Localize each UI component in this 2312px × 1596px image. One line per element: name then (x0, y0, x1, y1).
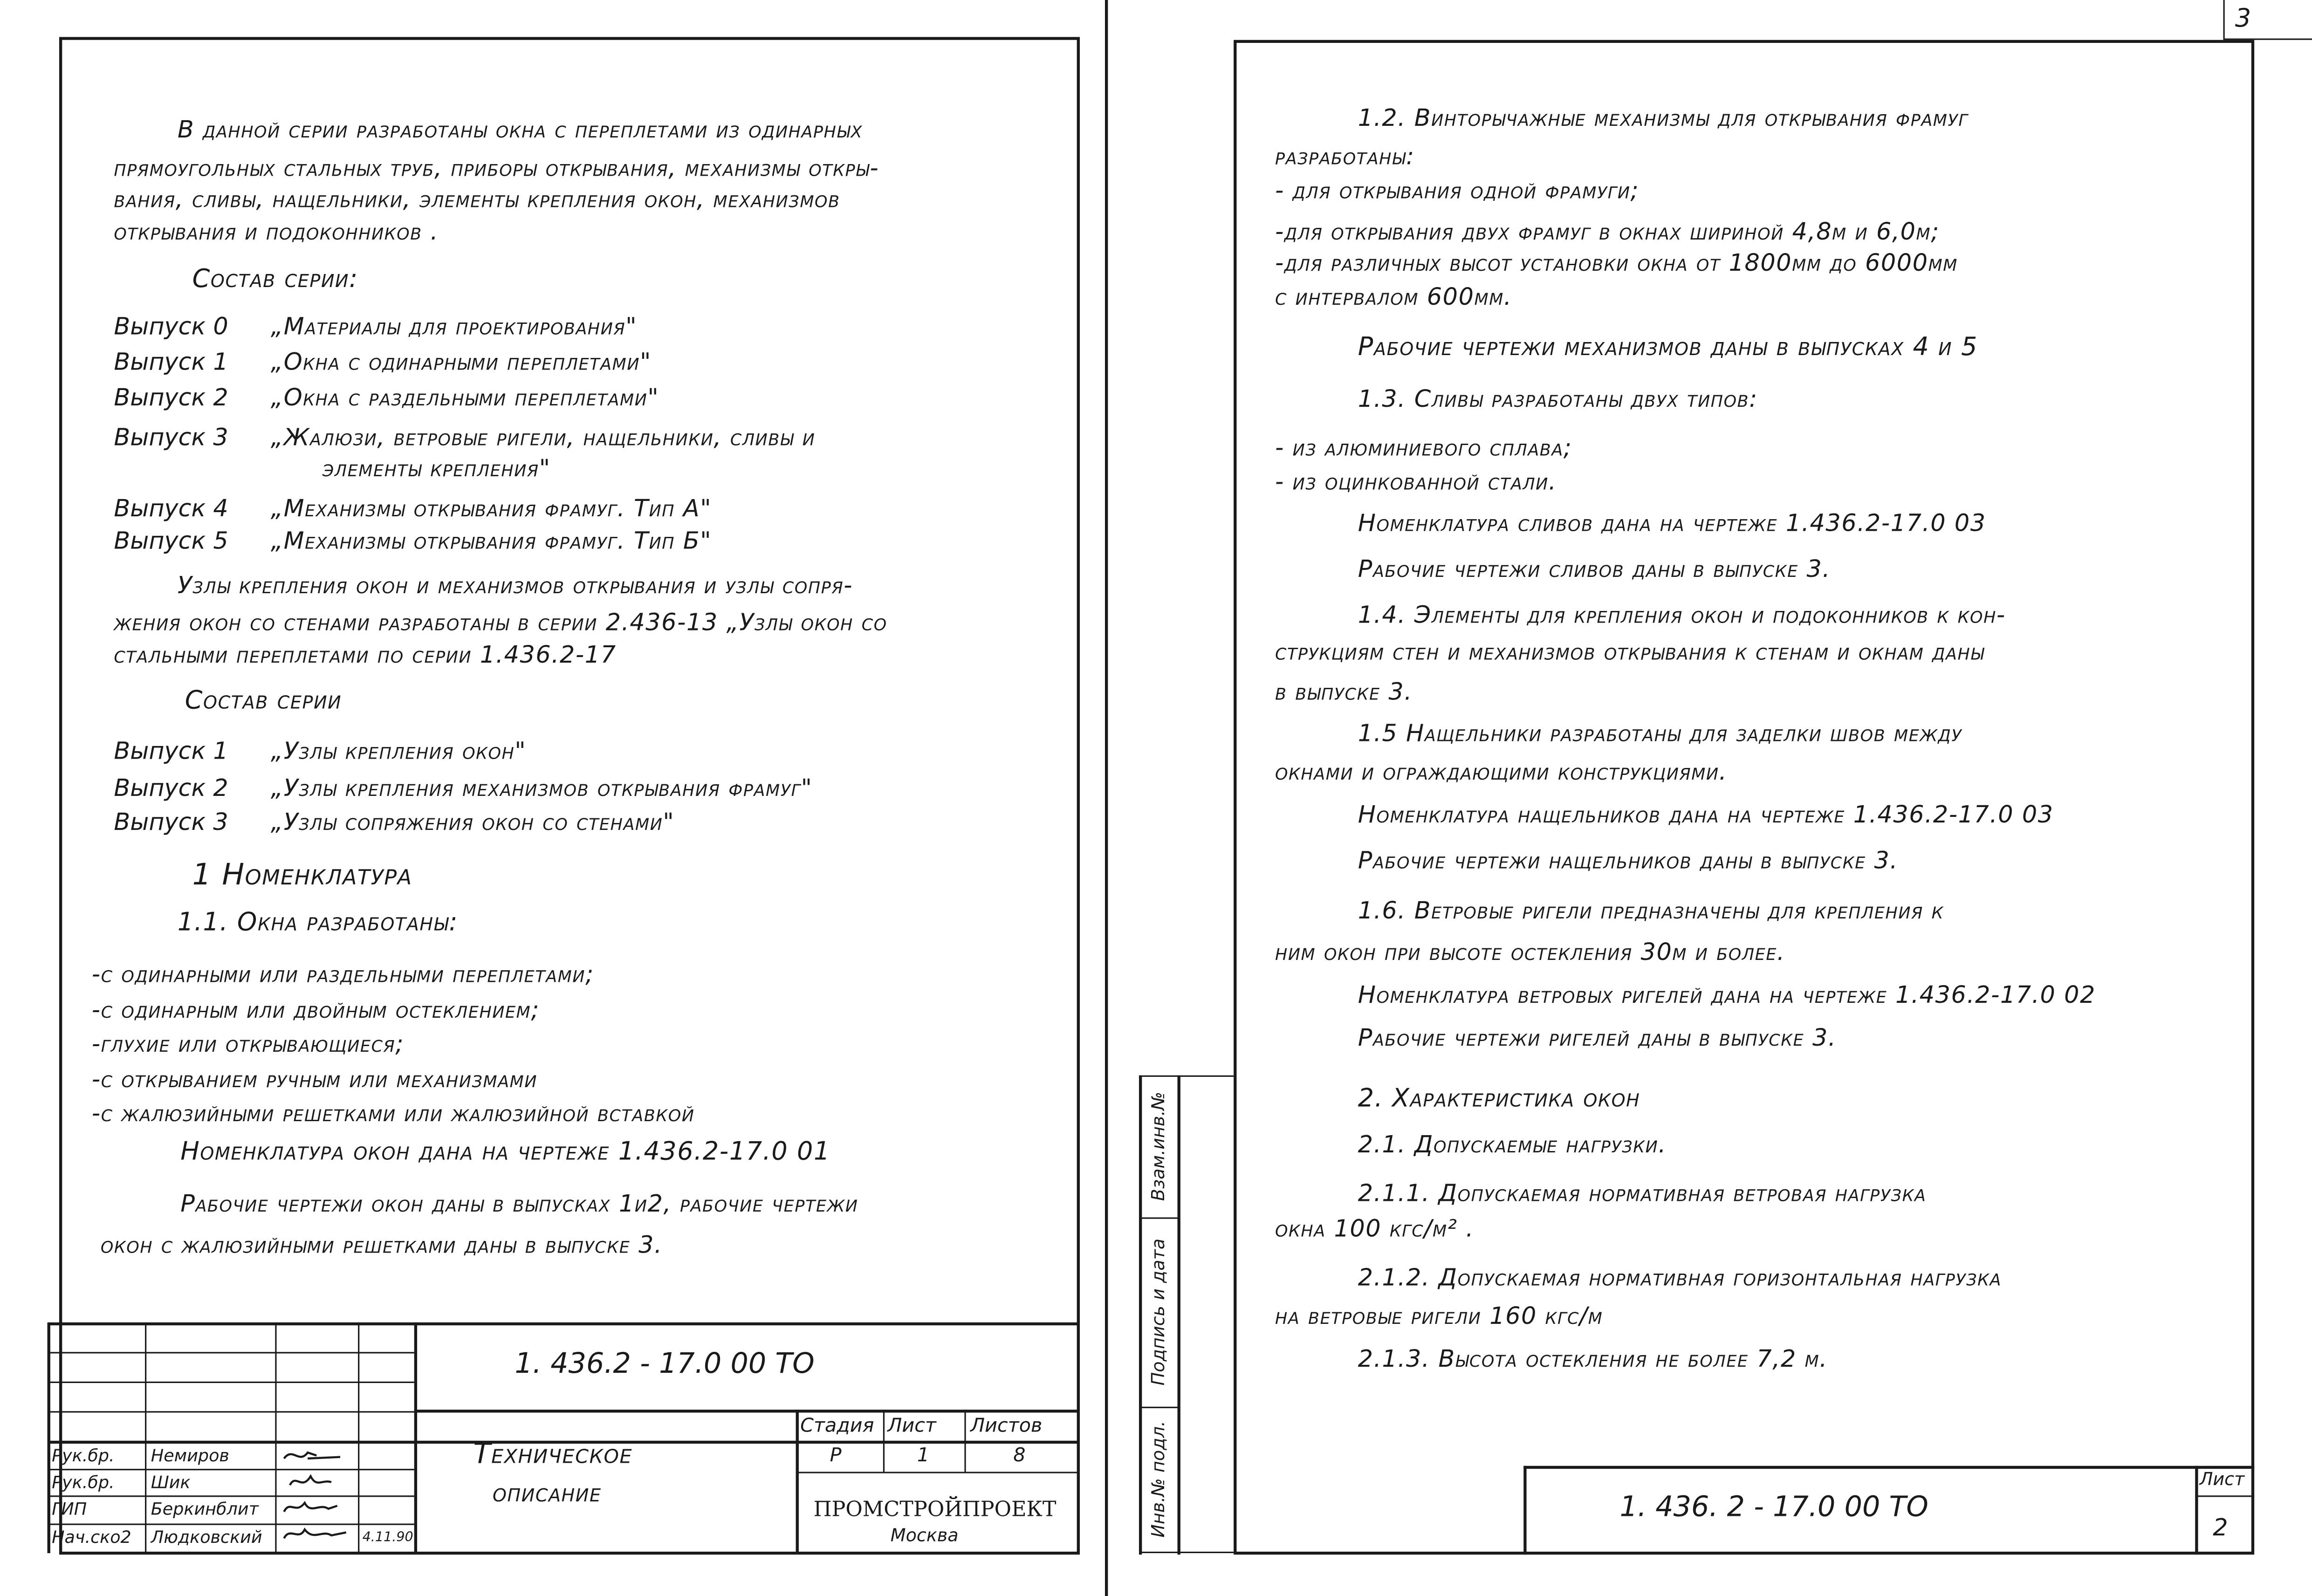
issue-label: Выпуск 5 (114, 527, 228, 555)
list-item: -глухие или открывающиеся; (91, 1029, 405, 1058)
text-line: 2.1.1. Допускаемая нормативная ветровая нагрузка (1358, 1178, 1927, 1207)
list-item: -с одинарным или двойным остеклением; (91, 995, 540, 1024)
text-line: ним окон при высоте остекления 30м и более. (1275, 938, 1785, 966)
issue-label: Выпуск 3 (114, 423, 228, 452)
stamp-vzam-inv: Взам.инв.№ (1148, 1091, 1169, 1201)
stage-value: Р (830, 1445, 842, 1467)
grid-line (49, 1382, 414, 1383)
stamp-left-rule (1523, 1466, 1526, 1555)
doc-code: 1. 436.2 - 17.0 00 ТО (515, 1347, 815, 1380)
list-item: -с одинарными или раздельными переплетами; (91, 960, 594, 988)
section-1-1-heading: 1.1. Окна разработаны: (177, 908, 459, 938)
text-line: Рабочие чертежи сливов даны в выпуске 3. (1358, 555, 1831, 583)
issue-title: „Механизмы открывания фрамуг. Тип Б" (270, 527, 712, 555)
issue-title: „Механизмы открывания фрамуг. Тип А" (270, 494, 712, 522)
issue-title: „Окна с раздельными переплетами" (270, 383, 659, 411)
signer-name: Шик (151, 1472, 191, 1493)
text-line: прямоугольных стальных труб, приборы открывания, механизмы откры- (114, 154, 879, 182)
text-line: струкциям стен и механизмов открывания к стенам и окнам даны (1275, 637, 1985, 666)
stamp-rule (1139, 1075, 1234, 1077)
list-item: - для открывания одной фрамуги; (1275, 176, 1640, 205)
text-line: вания, сливы, нащельники, элементы крепления окон, механизмов (114, 185, 840, 213)
stamp-top-rule (1523, 1466, 2254, 1469)
issue-title: „Узлы крепления механизмов открывания фрамуг" (270, 774, 813, 802)
issue-label: Выпуск 2 (114, 383, 228, 411)
text-line: разработаны: (1275, 142, 1415, 171)
signer-role: ГИП (52, 1498, 87, 1520)
text-line: в выпуске 3. (1275, 677, 1413, 706)
text-line: 1.2. Винторычажные механизмы для открывания фрамуг (1358, 103, 1969, 132)
stamp-inv-podl: Инв.№ подл. (1148, 1420, 1169, 1538)
series-heading-2: Состав серии (185, 686, 342, 716)
text-line: Номенклатура сливов дана на чертеже 1.436.2-17.0 03 (1358, 508, 1986, 537)
signer-role: Рук.бр. (52, 1472, 115, 1493)
title-block-left-edge (48, 1322, 50, 1553)
title-block-top-rule (49, 1322, 1080, 1325)
issue-label: Выпуск 2 (114, 774, 228, 802)
stamp-sheet-label: Лист (2199, 1469, 2245, 1490)
grid-line (358, 1322, 359, 1553)
text-line: Рабочие чертежи ригелей даны в выпуске 3. (1358, 1023, 1837, 1052)
signer-role: Рук.бр. (52, 1445, 115, 1466)
issue-title: „Узлы крепления окон" (270, 736, 527, 765)
signer-name: Беркинблит (151, 1498, 259, 1520)
issue-label: Выпуск 1 (114, 347, 228, 376)
stamp-rule (1139, 1407, 1178, 1408)
text-line: 1.3. Сливы разработаны двух типов: (1358, 384, 1758, 413)
sheet-value: 1 (917, 1445, 930, 1467)
issue-label: Выпуск 0 (114, 312, 228, 341)
issue-label: Выпуск 3 (114, 808, 228, 836)
stamp-outer-edge (1139, 1075, 1142, 1555)
organization-city: Москва (890, 1525, 959, 1546)
windows-nomenclature: Номенклатура окон дана на чертеже 1.436.2-17.0 01 (180, 1137, 830, 1167)
grid-line (49, 1469, 414, 1470)
list-item: -для различных высот установки окна от 1800мм до 6000мм (1275, 248, 1958, 277)
sheets-value: 8 (1013, 1445, 1026, 1467)
list-item: - из оцинкованной стали. (1275, 467, 1557, 496)
stamp-sheet-value: 2 (2213, 1513, 2228, 1541)
text-line: 2.1. Допускаемые нагрузки. (1358, 1130, 1667, 1158)
stamp-rule (1139, 1552, 1234, 1553)
windows-drawings-line: Рабочие чертежи окон даны в выпусках 1и2, рабочие чертежи (180, 1189, 858, 1218)
issue-title: „Окна с одинарными переплетами" (270, 347, 652, 376)
issue-title-cont: элементы крепления" (322, 454, 551, 482)
stamp-inner-edge (1178, 1075, 1180, 1555)
text-line: жения окон со стенами разработаны в серии 2.436-13 „Узлы окон со (114, 608, 887, 636)
organization-name: ПРОМСТРОЙПРОЕКТ (813, 1498, 1057, 1522)
grid-line (414, 1410, 1080, 1412)
spread-divider (1105, 0, 1108, 1596)
stage-header: Стадия (800, 1415, 874, 1438)
signer-name: Людковский (151, 1526, 262, 1548)
section-1-heading: 1 Номенклатура (192, 856, 412, 892)
text-line: 2.1.3. Высота остекления не более 7,2 м. (1358, 1344, 1828, 1373)
stamp-divider (2195, 1466, 2198, 1555)
section-2-heading: 2. Характеристика окон (1358, 1084, 1640, 1114)
issue-label: Выпуск 1 (114, 736, 228, 765)
text-line: открывания и подоконников . (114, 217, 439, 246)
text-line: В данной серии разработаны окна с переплетами из одинарных (177, 115, 863, 144)
grid-line (49, 1352, 414, 1353)
grid-line (275, 1322, 276, 1553)
text-line: Номенклатура ветровых ригелей дана на чертеже 1.436.2-17.0 02 (1358, 980, 2096, 1009)
signer-name: Немиров (151, 1445, 229, 1466)
text-line: окна 100 кгс/м² . (1275, 1214, 1475, 1243)
stamp-rule (1139, 1217, 1178, 1219)
grid-line (145, 1322, 146, 1553)
stamp-signature-date: Подпись и дата (1148, 1238, 1169, 1386)
text-line: 2.1.2. Допускаемая нормативная горизонтальная нагрузка (1358, 1263, 2002, 1292)
sheets-header: Листов (970, 1415, 1043, 1438)
grid-line (49, 1495, 414, 1497)
issue-label: Выпуск 4 (114, 494, 228, 522)
text-line: стальными переплетами по серии 1.436.2-17 (114, 640, 617, 669)
corner-mark (2223, 0, 2225, 39)
stamp-doc-code: 1. 436. 2 - 17.0 00 ТО (1619, 1491, 1928, 1524)
text-line: 1.5 Нащельники разработаны для заделки швов между (1358, 719, 1962, 747)
list-item: -с жалюзийными решетками или жалюзийной вставкой (91, 1099, 695, 1127)
signer-role: Нач.ско2 (52, 1526, 131, 1548)
grid-line (883, 1410, 885, 1472)
doc-title-line-2: описание (492, 1479, 602, 1509)
issue-title: „Узлы сопряжения окон со стенами" (270, 808, 675, 836)
grid-line (49, 1411, 414, 1412)
list-item: -для открывания двух фрамуг в окнах шириной 4,8м и 6,0м; (1275, 217, 1940, 246)
list-item: - из алюминиевого сплава; (1275, 433, 1572, 462)
text-line: на ветровые ригели 160 кгс/м (1275, 1301, 1603, 1330)
grid-line (414, 1322, 417, 1553)
grid-line (796, 1410, 799, 1553)
issue-title: „Жалюзи, ветровые ригели, нащельники, сливы и (270, 423, 816, 452)
text-line: Рабочие чертежи механизмов даны в выпусках 4 и 5 (1358, 333, 1978, 363)
stamp-cell-rule (2195, 1495, 2254, 1497)
grid-line (964, 1410, 966, 1472)
grid-line (49, 1524, 414, 1525)
signatures (278, 1444, 355, 1553)
sign-date: 4.11.90 (362, 1531, 413, 1546)
windows-drawings-line: окон с жалюзийными решетками даны в выпуске 3. (100, 1231, 663, 1259)
doc-title-line-1: Техническое (473, 1438, 633, 1471)
text-line: Номенклатура нащельников дана на чертеже 1.436.2-17.0 03 (1358, 800, 2054, 829)
grid-line (796, 1472, 1080, 1473)
list-item: -с открыванием ручным или механизмами (91, 1065, 538, 1093)
text-line: Рабочие чертежи нащельников даны в выпуске 3. (1358, 846, 1899, 875)
text-line: Узлы крепления окон и механизмов открывания и узлы сопря- (177, 571, 853, 599)
series-heading-1: Состав серии: (192, 265, 358, 295)
text-line: окнами и ограждающими конструкциями. (1275, 757, 1728, 786)
list-item: с интервалом 600мм. (1275, 282, 1512, 311)
corner-sheet-number: 3 (2235, 4, 2251, 34)
sheet-header: Лист (887, 1415, 936, 1438)
issue-title: „Материалы для проектирования" (270, 312, 638, 341)
text-line: 1.4. Элементы для крепления окон и подоконников к кон- (1358, 600, 2006, 629)
text-line: 1.6. Ветровые ригели предназначены для крепления к (1358, 896, 1944, 925)
